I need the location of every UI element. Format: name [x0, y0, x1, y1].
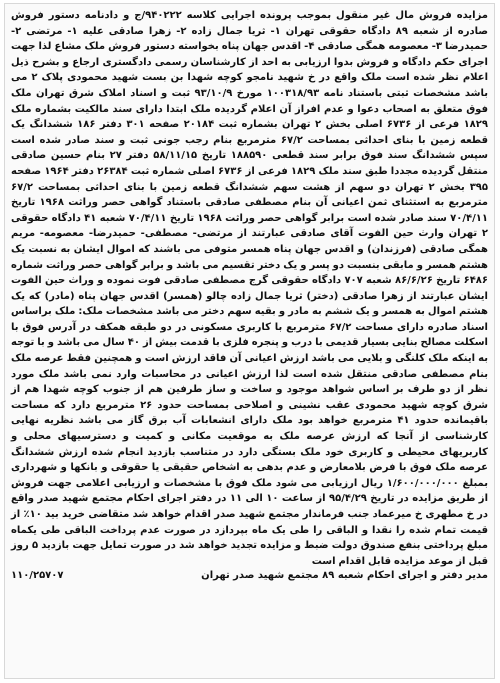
auction-notice — [4, 3, 495, 679]
notice-body-text: مزایده فروش مال غیر منقول بموجب پرونده اجرایی کلاسه ۹۴۰۲۲۲/ج و دادنامه دستور فروش صادره از شعبه ۸۹ دادگاه حقوقی تهران ۱- ثریا جمال زاده ۲- زهرا صادقی علیه ۱- مرتضی ۲- حمیدرضا ۳- معصومه همگی صادقی ۴- اقدس جهان پناه بخواسته دستور فروش ملک مشاع لذا جهت اجرای حکم دادگاه و فروش بدوا ارزیابی به احد از کارشناسان رسمی دادگستری ارجاع و بشرح ذیل اعلام نظر شده است ملک واقع در خ شهید نامجو کوچه شهدا بن بست شهید محمودی پلاک ۲ می باشد مشخصات ثبتی باستناد نامه ۱۰۰۳۱۸/۹۳ مورخ ۹۳/۱۰/۹ ثبت و اسناد املاک شرق تهران ملک فوق متعلق به اصحاب دعوا و عدم افراز آن اعلام گردیده ملک ابتدا دارای سند مالکیت بشماره ملک ۱۸۲۹ فرعی از ۶۷۳۶ اصلی بخش ۲ تهران بشماره ثبت ۲۰۱۸۴ صفحه ۳۰۱ دفتر ۱۸۶ ششدانگ یک قطعه زمین با بنای احداثی بمساحت ۶۷/۲ مترمربع بنام رجب جونی ثبت و سند صادر شده است سپس ششدانگ سند فوق برابر سند قطعی ۱۸۸۵۹۰ تاریخ ۵۸/۱۱/۱۵ دفتر ۲۷ بنام حسین صادقی منتقل گردیده مجددا طبق سند ملک ۱۸۲۹ فرعی از ۶۷۳۶ اصلی شماره ثبت ۲۶۳۸۴ دفتر ۱۹۶۴ صفحه ۳۹۵ بخش ۲ تهران دو سهم از هشت سهم ششدانگ قطعه زمین با بنای احداثی بمساحت ۶۷/۲ مترمربع به استثنای ثمن اعیانی آن بنام مصطفی صادقی باستناد گواهی حصر وراثت ۱۹۶۸ تاریخ ۷۰/۴/۱۱ سند صادر شده است برابر گواهی حصر وراثت ۱۹۶۸ تاریخ ۷۰/۴/۱۱ شعبه ۴۱ دادگاه حقوقی ۲ تهران وارث حین الفوت آقای صادقی عبارتند از مرتضی- مصطفی- حمیدرضا- معصومه- مریم همگی صادقی (فرزندان) و اقدس جهان پناه همسر متوفی می باشند که اموال ایشان به نسبت یک هشتم همسر و مابقی بنسبت دو پسر و یک دختر تقسیم می باشد و برابر گواهی حصر وراثت شماره ۶۴۸۶ تاریخ ۸۶/۶/۲۶ شعبه ۷۰۷ دادگاه حقوقی گرج مصطفی صادقی فوت نموده و وراث حین الفوت ایشان عبارتند از زهرا صادقی (دختر) ثریا جمال زاده چالو (همسر) اقدس جهان پناه (مادر) که یک هشتم اموال به همسر و یک ششم به مادر و بقیه سهم دختر می باشد مشخصات ملک: ملک براساس اسناد صادره دارای مساحت ۶۷/۲ مترمربع با کاربری مسکونی در دو طبقه همکف در آدرس فوق با اسکلت مصالح بنایی بسیار قدیمی با درب و پنجره فلزی با قدمت بیش از ۴۰ سال می باشد و با توجه به اینکه ملک کلنگی و بلایی می باشد ارزش اعیانی آن فاقد ارزش است و همچنین فقط عرصه ملک بنام مصطفی صادقی منتقل شده است لذا ارزش اعیانی در محاسبات وارد نمی باشد ملک مورد نظر از دو طرف بر اساس شواهد موجود و ساخت و ساز طرفین هم از جنوب کوچه شهدا هم از شرق کوچه شهید محمودی عقب نشینی و اصلاحی بمساحت حدود ۲۶ مترمربع دارد که مساحت باقیمانده حدود ۴۱ مترمربع خواهد بود ملک دارای انشعابات آب برق گاز می باشد نظریه نهایی کارشناسی از آنجا که ارزش عرصه ملک به موقعیت مکانی و کمیت و دسترسیهای محلی و کاربریهای محیطی و کاربری خود ملک بستگی دارد در متناسب بازدید انجام شده ارزش ششدانگ عرصه ملک فوق با فرض بلامعارض و عدم بدهی به اشخاص حقیقی یا حقوقی و بانکها و شهرداری بمبلغ ۱/۶۰۰/۰۰۰/۰۰۰ ریال ارزیابی می شود ملک فوق با مشخصات و ارزیابی اعلامی جهت فروش از طریق مزایده در تاریخ ۹۵/۴/۲۹ از ساعت ۱۰ الی ۱۱ در دفتر اجرای احکام مجتمع شهید صدر واقع در خ مطهری خ میرعماد جنب فرماندار مجتمع شهید صدر اقدام خواهد شد متقاضی خرید بید ۱۰٪ از قیمت تمام شده را نقدا و الباقی را طی یک ماه بپردازد در صورت عدم پرداخت الباقی طی یکماه مبلغ پرداختی بنفع صندوق دولت ضبط و مزایده تجدید خواهد شد در صورت تمایل جهت بازدید ۵ روز قبل از موعد مزایده قابل اقدام است — [11, 10, 489, 567]
notice-footer — [11, 570, 488, 581]
notice-code: ۱۱۰/۲۵۷۰۷ — [11, 570, 64, 582]
notice-signature: مدیر دفتر و اجرای احکام شعبه ۸۹ مجتمع شهید صدر تهران — [201, 570, 488, 582]
